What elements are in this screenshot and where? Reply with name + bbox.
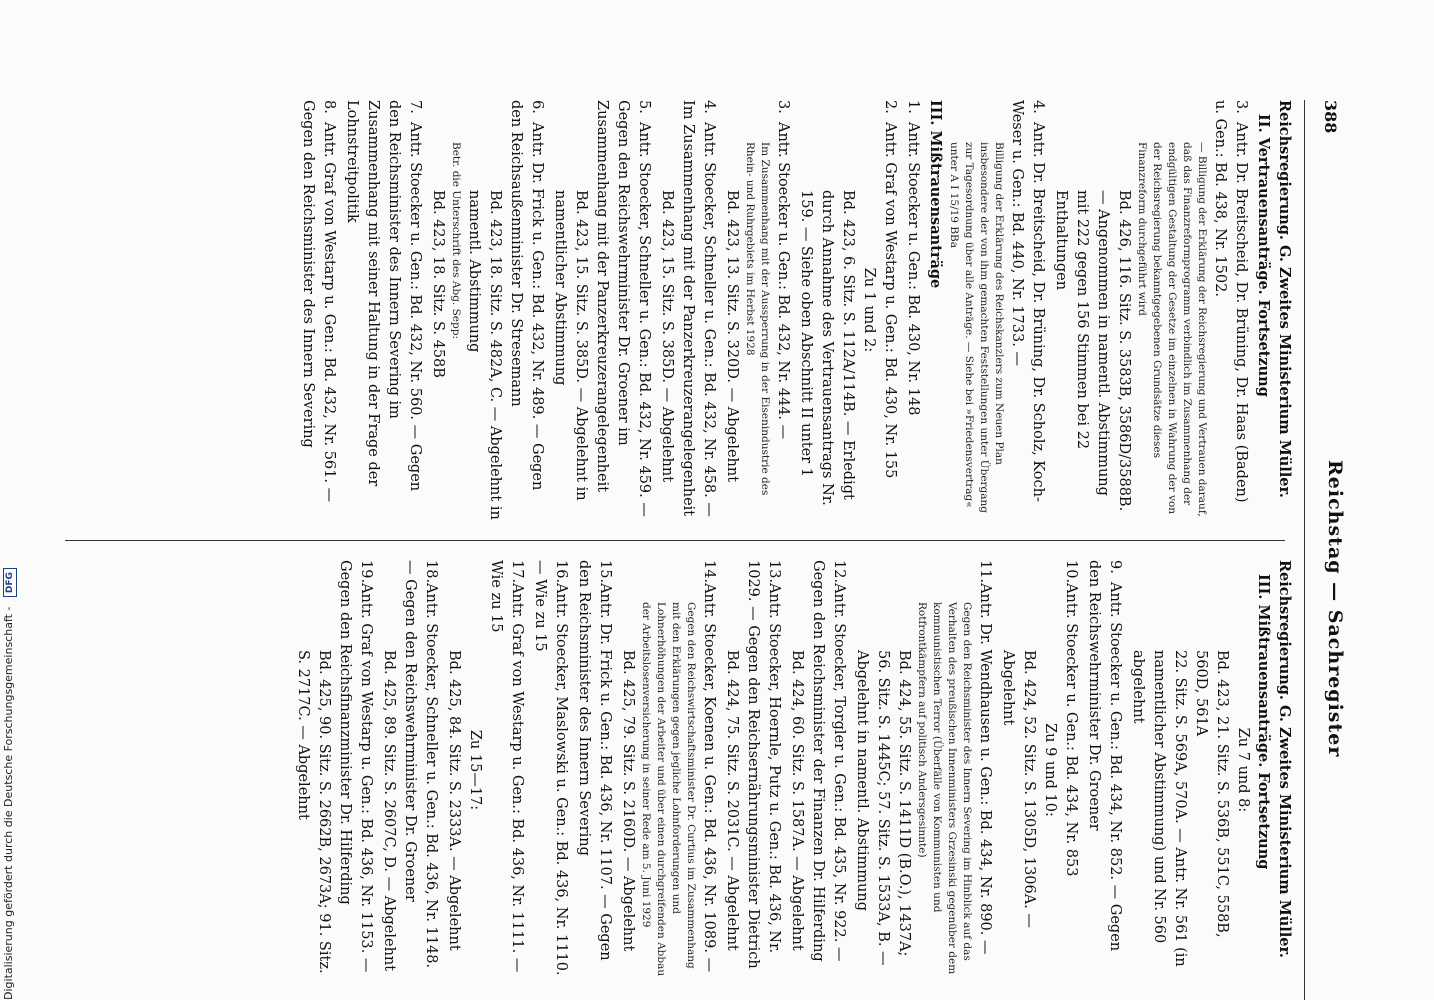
register-entry: [698, 560, 719, 980]
entry-reference: [1190, 650, 1232, 980]
register-entry: [807, 560, 849, 980]
entry-reference: [997, 650, 1039, 980]
register-entry: [879, 100, 900, 520]
entry-note: [914, 602, 974, 980]
entry-text: Betr. die Unterschrift des Abg. Sepp:: [450, 142, 462, 339]
entry-text: Antr. Stoecker u. Gen.: Bd. 432, Nr. 444. —: [775, 122, 791, 440]
entry-text: Antr. Stoecker, Maslowski u. Gen.: Bd. 436, Nr. 1110. — Wie zu 15: [532, 560, 569, 976]
entry-text: Zu 1 und 2:: [861, 267, 877, 353]
entry-number: 15.: [597, 560, 613, 584]
entry-reference: [427, 190, 448, 520]
entry-number: 5.: [636, 100, 652, 114]
register-entry: [334, 560, 376, 980]
entry-reference: [617, 650, 638, 980]
register-entry: [591, 100, 654, 520]
entry-reference: [721, 650, 742, 980]
register-entry: [677, 100, 719, 520]
entry-text: Zu 7 und 8:: [1235, 727, 1251, 813]
entry-number: 4.: [1030, 100, 1046, 114]
entry-text: Antr. Stoecker, Hoernle, Putz u. Gen.: Bd. 436, Nr. 1029. — Gegen den Reichsernährungsminister Dietrich: [745, 560, 782, 969]
entry-text: Antr. Stoecker, Schneller u. Gen.: Bd. 436, Nr. 1148. — Gegen den Reichswehrminister Dr. Groener: [402, 560, 439, 969]
entry-text: Bd. 425, 89. Sitz. S. 2607C, D. — Abgelehnt: [381, 650, 397, 972]
entry-number: 6.: [529, 100, 545, 114]
entry-text: Billigung der Erklärung des Reichskanzlers zum Neuen Plan insbesondere der von ihm gemachten Feststellungen unter Übergang zur Tagesordnung über alle Anträge. — Siehe bei »Friedensvertrag« unter A I 15/19 BBa: [948, 142, 1005, 514]
entry-reference: [549, 190, 591, 520]
entry-number: 9.: [1107, 560, 1123, 574]
entry-reference: [1127, 650, 1190, 980]
entry-text: Antr. Stoecker u. Gen.: Bd. 432, Nr. 560. — Gegen den Reichsminister des Innern Severing im Zusammenhang mit seiner Haltung in der Frage der Lohnstreitpolitik: [344, 100, 423, 492]
entry-text: Bd. 424, 60. Sitz. S. 1587A. — Abgelehnt: [789, 650, 805, 951]
register-entry: [529, 560, 571, 980]
entry-text: Bd. 424, 55. Sitz. S. 1411D (B.O.), 1437A; 56. Sitz. S. 1445C; 57. Sitz. S. 1533A, B. — Abgelehnt in namentl. Abstimmung: [854, 650, 912, 966]
register-entry: [902, 100, 923, 520]
entry-number: 1.: [905, 100, 921, 114]
entry-number: 18.: [423, 560, 439, 584]
entry-text: Bd. 423, 21. Sitz. S. 536B, 551C, 558B, 560D, 561A: [1193, 650, 1230, 938]
register-entry: [485, 560, 527, 980]
entry-text: Bd. 425, 90. Sitz. S. 2662B, 2673A; 91. Sitz. S. 2717C. — Abgelehnt: [295, 650, 332, 974]
section-heading: [925, 100, 946, 520]
entry-number: 4.: [701, 100, 717, 114]
register-entry: [1209, 100, 1251, 520]
entry-text: — Billigung der Erklärung der Reichsregierung und Vertrauen darauf, daß das Finanzreformprogramm verbindlich im Zusammenhang der endgültigen Gestaltung der Gesetze im einzelnen in Wahrung der von der Reichsregierung bekanntgegebenen Grundsätze dieses Finanzreform durchgeführt wird: [1136, 142, 1208, 517]
entry-note: [946, 142, 1006, 520]
entry-number: 3.: [1233, 100, 1249, 114]
register-entry: [1006, 100, 1048, 520]
entry-text: Gegen den Reichswirtschaftsminister Dr. Curtius im Zusammenhang mit den Erklärungen gegen jegliche Lohnforderungen und Lohnerhöhungen der Arbeiter und über einen durchgreifenden Abbau der Arbeitslosenversicherung in seiner Rede am 5. Juni 1929: [640, 602, 697, 977]
entry-reference: [721, 190, 742, 520]
entry-number: 11.: [977, 560, 993, 584]
section-heading: [1274, 100, 1295, 520]
entry-text: Antr. Stoecker u. Gen.: Bd. 430, Nr. 148: [905, 122, 921, 416]
entry-text: Gegen den Reichsminister des Innern Severing im Hinblick auf das Verhalten des preußischen Innenministers Grzesinski gegenüber dem kommunistischen Terror (Überfälle von Kommunisten und Rotfrontkämpfern auf politisch Andersgesinnte): [916, 602, 973, 975]
left-column: [55, 100, 1295, 520]
entry-text: Bd. 423, 15. Sitz. S. 385D. — Abgelehnt: [659, 190, 675, 483]
register-entry: [772, 100, 793, 520]
entry-number: 3.: [775, 100, 791, 114]
running-title: Reichstag — Sachregister: [1324, 460, 1346, 758]
entry-number: 17.: [509, 560, 525, 584]
entry-note: [1134, 142, 1209, 520]
entry-number: 16.: [553, 560, 569, 584]
entry-text: Antr. Dr. Breitscheid, Dr. Brüning, Dr. Scholz, Koch-Weser u. Gen.: Bd. 440, Nr. 1733. —: [1009, 100, 1046, 502]
entry-text: Bd. 423, 18. Sitz. S. 482A, C. — Abgelehnt in namentl. Abstimmung: [466, 190, 503, 520]
entry-text: Antr. Graf von Westarp u. Gen.: Bd. 436, Nr. 1153. — Gegen den Reichsfinanzminister Dr. Hilferding: [337, 560, 374, 973]
entry-text: Reichsregierung. G. Zweites Ministerium Müller.: [1276, 560, 1293, 958]
entry-text: Antr. Stoecker u. Gen.: Bd. 434, Nr. 852. — Gegen den Reichswehrminister Dr. Groener: [1086, 560, 1123, 952]
entry-number: 7.: [407, 100, 423, 114]
entry-reference: [786, 650, 807, 980]
register-entry: [742, 560, 784, 980]
entry-text: Antr. Stoecker, Schneller u. Gen.: Bd. 432, Nr. 459. — Gegen den Reichswehrminister Dr. Groener im Zusammenhang mit der Panzerkreuzerangelegenheit: [594, 100, 652, 517]
register-entry: [573, 560, 615, 980]
entry-reference: [463, 190, 505, 520]
entry-text: Zu 15—17:: [467, 729, 483, 811]
entry-text: Antr. Dr. Frick u. Gen.: Bd. 436, Nr. 1107. — Gegen den Reichsminister des Innern Severing: [576, 560, 613, 961]
entry-text: Zu 9 und 10:: [1042, 723, 1058, 817]
group-label: [464, 560, 485, 980]
entry-text: Bd. 424, 75. Sitz. S. 2031C. — Abgelehnt: [724, 650, 740, 951]
entry-text: Bd. 426, 116. Sitz. S. 3583B, 3586D/3588B. — Angenommen in namentl. Abstimmung mit 222 gegen 156 Stimmen bei 22 Enthaltungen: [1053, 190, 1132, 512]
entry-text: Bd. 424, 52. Sitz. S. 1305D, 1306A. — Abgelehnt: [1000, 650, 1037, 928]
entry-text: Reichsregierung. G. Zweites Ministerium Müller.: [1276, 100, 1293, 498]
entry-reference: [656, 190, 677, 520]
entry-reference: [378, 650, 399, 980]
entry-reference: [443, 650, 464, 980]
column-rule: [65, 540, 1285, 541]
entry-text: Antr. Graf von Westarp u. Gen.: Bd. 436, Nr. 1111. — Wie zu 15: [488, 560, 525, 973]
digitization-credit-text: Digitalisierung gefördert durch die Deutsche Forschungsgemeinschaft -: [2, 606, 15, 1000]
entry-number: 19.: [358, 560, 374, 584]
digitization-credit: [0, 0, 18, 1000]
entry-text: Antr. Graf von Westarp u. Gen.: Bd. 432, Nr. 561. — Gegen den Reichsminister des Innern Severing: [300, 100, 337, 503]
entry-text: Im Zusammenhang mit der Aussperrung in der Eisenindustrie des Rhein- und Ruhrgebiets im Herbst 1928: [744, 142, 771, 496]
entry-note: [742, 142, 772, 520]
entry-text: Antr. Graf von Westarp u. Gen.: Bd. 430, Nr. 155: [882, 122, 898, 479]
entry-number: 2.: [882, 100, 898, 114]
entry-text: Antr. Stoecker, Torgler u. Gen.: Bd. 435, Nr. 922. — Gegen den Reichsminister der Finanzen Dr. Hilferding: [810, 560, 847, 962]
dfg-logo: DFG: [3, 568, 17, 597]
entry-text: II. Vertrauensanträge. Fortsetzung: [1255, 114, 1272, 397]
entry-text: Antr. Stoecker, Schneller u. Gen.: Bd. 432, Nr. 458. — Im Zusammenhang mit der Panzerkreuzerangelegenheit: [680, 100, 717, 517]
register-entry: [399, 560, 441, 980]
entry-text: Bd. 423, 18. Sitz. S. 458B: [430, 190, 446, 378]
entry-text: Antr. Stoecker u. Gen.: Bd. 434, Nr. 853: [1063, 583, 1079, 877]
entry-text: Bd. 423, 13. Sitz. S. 320D. — Abgelehnt: [724, 190, 740, 483]
header-rule: [1304, 100, 1305, 1000]
register-entry: [974, 560, 995, 980]
rotated-sheet: [55, 100, 1345, 1000]
entry-text: Bd. 423, 15. Sitz. S. 385D. — Abgelehnt in namentlicher Abstimmung: [552, 190, 589, 501]
entry-text: Antr. Stoecker, Koenen u. Gen.: Bd. 436, Nr. 1089. —: [701, 583, 717, 973]
entry-text: Bd. 425, 79. Sitz. S. 2160D. — Abgelehnt: [620, 650, 636, 952]
page-number: 388: [1321, 100, 1340, 134]
entry-number: 14.: [701, 560, 717, 584]
group-label: [858, 100, 879, 520]
entry-number: 10.: [1063, 560, 1079, 584]
section-heading: [1274, 560, 1295, 980]
entry-text: III. Mißtrauensanträge: [927, 100, 944, 289]
entry-note: [448, 142, 463, 520]
entry-text: Antr. Dr. Wendhausen u. Gen.: Bd. 434, Nr. 890. —: [977, 583, 993, 955]
register-entry: [341, 100, 425, 520]
group-label: [1232, 560, 1253, 980]
subsection-heading: [1253, 574, 1274, 980]
entry-reference: [795, 190, 858, 520]
entry-text: III. Mißtrauensanträge. Fortsetzung: [1255, 574, 1272, 870]
entry-reference: [1050, 190, 1134, 520]
entry-reference: [851, 650, 914, 980]
entry-text: Bd. 425, 84. Sitz. S. 2333A. — Abgelehnt: [446, 650, 462, 951]
entry-text: Bd. 423, 6. Sitz. S. 112A/114B. — Erledigt durch Annahme des Vertrauensantrags Nr. 159. — Siehe oben Abschnitt II unter 1: [798, 190, 856, 506]
entry-reference: [292, 650, 334, 980]
entry-text: Antr. Dr. Frick u. Gen.: Bd. 432, Nr. 489. — Gegen den Reichsaußenminister Dr. Stresemann: [508, 100, 545, 491]
entry-number: 8.: [321, 100, 337, 114]
entry-text: Antr. Dr. Breitscheid, Dr. Brüning, Dr. Haas (Baden) u. Gen.: Bd. 438, Nr. 1502.: [1212, 100, 1249, 503]
entry-number: 12.: [831, 560, 847, 584]
right-column: [55, 560, 1295, 980]
entry-text: 22. Sitz. S. 569A, 570A. — Antr. Nr. 561 (in namentlicher Abstimmung) und Nr. 560 abgelehnt: [1130, 650, 1188, 967]
subsection-heading: [1253, 114, 1274, 520]
entry-note: [638, 602, 698, 980]
register-entry: [1060, 560, 1081, 980]
entry-number: 13.: [766, 560, 782, 584]
register-entry: [505, 100, 547, 520]
register-entry: [297, 100, 339, 520]
register-entry: [1083, 560, 1125, 980]
group-label: [1039, 560, 1060, 980]
